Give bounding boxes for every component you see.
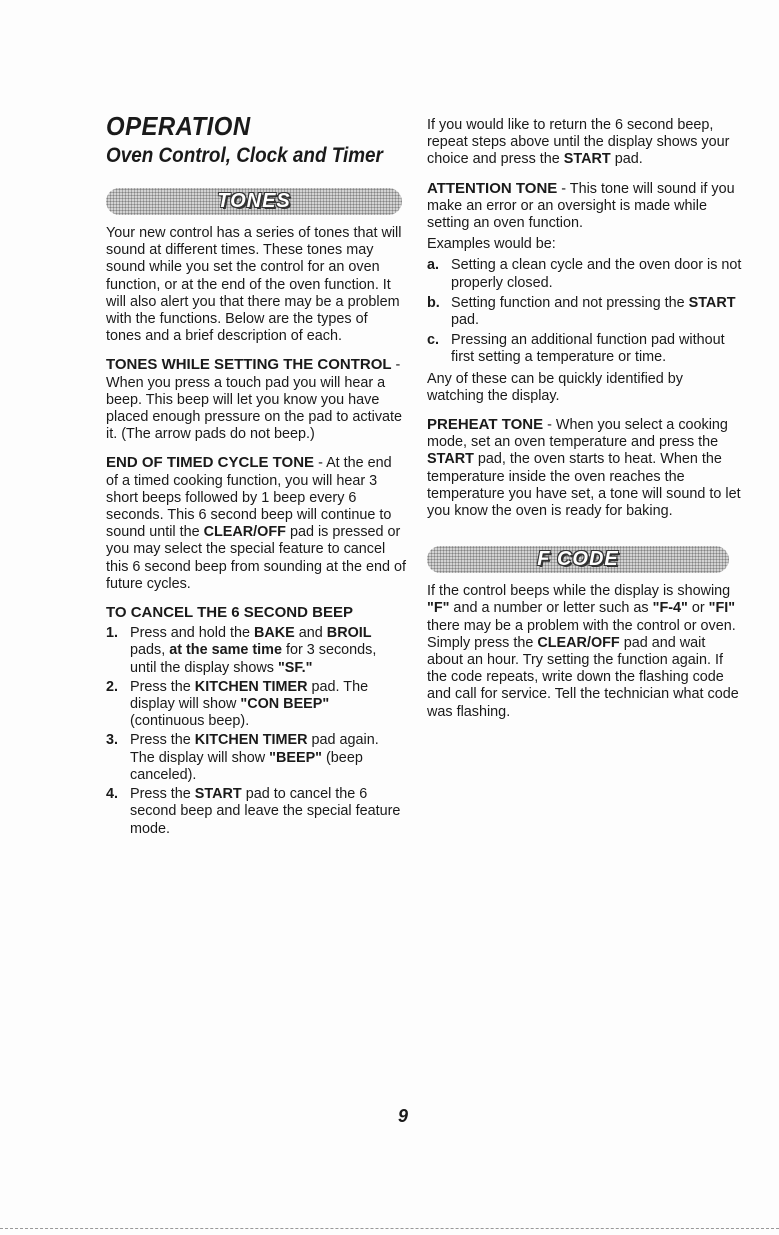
example-text: Pressing an additional function pad without first setting a temperature or time. [451, 332, 725, 366]
page-subtitle: Oven Control, Clock and Timer [106, 144, 383, 167]
step-bold: "SF." [277, 659, 313, 676]
example-letter: a. [427, 257, 440, 274]
fcode-bold: "F-4" [652, 600, 688, 617]
step-bold: BROIL [326, 625, 372, 642]
preheat-text-2: pad, the oven starts to heat. When the temperature inside the oven reaches the temperature you have set, a tone will sound to let you know the oven is ready for baking. [427, 451, 741, 520]
step-text: pad. The display will show [130, 678, 369, 713]
right-column [427, 117, 742, 732]
setting-tone-text: - When you press a touch pad you will hear a beep. This beep will let you know you have placed enough pressure on the pad to activate it. (The arrow pads do not beep.) [106, 357, 403, 443]
identified-text: Any of these can be quickly identified by watching the display. [427, 370, 683, 404]
list-item [106, 679, 406, 731]
fcode-text: there may be a problem with the control or oven. Simply press the [427, 617, 736, 651]
step-number: 3. [106, 732, 119, 749]
step-text: pad to cancel the 6 second beep and leave the special feature mode. [130, 786, 401, 837]
list-item [427, 257, 742, 291]
step-text: Press the [130, 732, 195, 749]
step-text: Press and hold the [130, 625, 254, 642]
example-letter: b. [427, 294, 440, 311]
step-text: Press the [130, 786, 195, 803]
example-bold: START [688, 294, 736, 311]
step-bold: at the same time [169, 642, 282, 659]
end-tone-text-2: pad is pressed or you may select the special feature to cancel this 6 second beep from sounding at the end of future cycles. [106, 524, 407, 592]
fcode-banner-label: F CODE [537, 548, 619, 571]
fcode-paragraph [427, 583, 742, 721]
step-text: pad again. The display will show [130, 732, 379, 766]
return-bold: START [563, 151, 611, 168]
return-text-2: pad. [610, 151, 643, 168]
setting-tone-paragraph [106, 356, 406, 443]
page-title: OPERATION [106, 111, 251, 141]
preheat-paragraph [427, 416, 742, 520]
cancel-beep-heading: TO CANCEL THE 6 SECOND BEEP [106, 604, 353, 622]
preheat-heading: PREHEAT TONE [427, 416, 544, 434]
fcode-text: pad and wait about an hour. Try setting the function again. If the code repeats, write down the flashing code and call for service. Tell the technician what code was flashing. [427, 634, 739, 720]
step-text: pads, [130, 642, 170, 659]
preheat-bold: START [427, 451, 474, 468]
tones-intro: Your new control has a series of tones that will sound at different times. These tones may sound while you set the control for an oven function, or at the end of the oven function. It will also alert you that there may be a problem with the functions. Below are the types of tones and a brief description of each. [106, 225, 402, 345]
step-text: Press the [130, 678, 195, 695]
end-tone-paragraph [106, 454, 406, 593]
examples-list [427, 257, 742, 366]
fcode-banner [427, 546, 729, 573]
cancel-steps-list [106, 625, 406, 837]
list-item [106, 625, 406, 677]
example-text: Setting a clean cycle and the oven door is not properly closed. [451, 257, 742, 291]
tones-banner-label: TONES [217, 189, 291, 212]
example-letter: c. [427, 332, 440, 349]
end-tone-text-1: - At the end of a timed cooking function, you will hear 3 short beeps followed by 1 beep every 6 seconds. This 6 second beep will continue to sound until the [106, 455, 392, 541]
attention-text: - This tone will sound if you make an error or an oversight is made while setting an oven function. [427, 180, 735, 232]
step-number: 4. [106, 786, 119, 803]
step-text: (continuous beep). [130, 713, 250, 730]
preheat-text-1: - When you select a cooking mode, set an oven temperature and press the [427, 417, 728, 451]
step-number: 2. [106, 678, 119, 695]
step-text: (beep canceled). [130, 749, 363, 783]
page-number: 9 [398, 1106, 409, 1126]
fcode-text: or [687, 600, 709, 617]
fcode-text: and a number or letter such as [449, 600, 653, 617]
fcode-text: If the control beeps while the display is showing [427, 583, 731, 600]
end-tone-bold: CLEAR/OFF [203, 524, 286, 541]
fcode-bold: CLEAR/OFF [537, 634, 620, 651]
step-bold: BAKE [254, 625, 295, 642]
return-beep-paragraph [427, 117, 742, 169]
left-column [106, 112, 406, 840]
step-number: 1. [106, 625, 119, 642]
example-text: Setting function and not pressing the [451, 294, 689, 311]
fcode-bold: "FI" [708, 600, 736, 617]
end-tone-heading: END OF TIMED CYCLE TONE [106, 454, 315, 472]
example-text: pad. [451, 312, 480, 329]
step-text: for 3 seconds, until the display shows [130, 642, 377, 676]
step-bold: "CON BEEP" [240, 696, 330, 713]
examples-intro: Examples would be: [427, 236, 556, 253]
return-text-1: If you would like to return the 6 second beep, repeat steps above until the display shows your choice and press the [427, 117, 730, 168]
step-bold: START [194, 786, 242, 803]
list-item [106, 786, 406, 838]
fcode-bold: "F" [427, 600, 450, 617]
setting-tone-heading: TONES WHILE SETTING THE CONTROL [106, 356, 392, 374]
attention-paragraph [427, 180, 742, 233]
list-item [427, 295, 742, 329]
step-bold: KITCHEN TIMER [194, 678, 308, 695]
list-item [106, 732, 406, 784]
list-item [427, 332, 742, 366]
tones-banner [106, 188, 402, 215]
bottom-divider [0, 1228, 779, 1229]
step-bold: "BEEP" [269, 749, 323, 766]
attention-heading: ATTENTION TONE [427, 179, 558, 197]
step-text: and [294, 625, 327, 642]
step-bold: KITCHEN TIMER [194, 732, 308, 749]
